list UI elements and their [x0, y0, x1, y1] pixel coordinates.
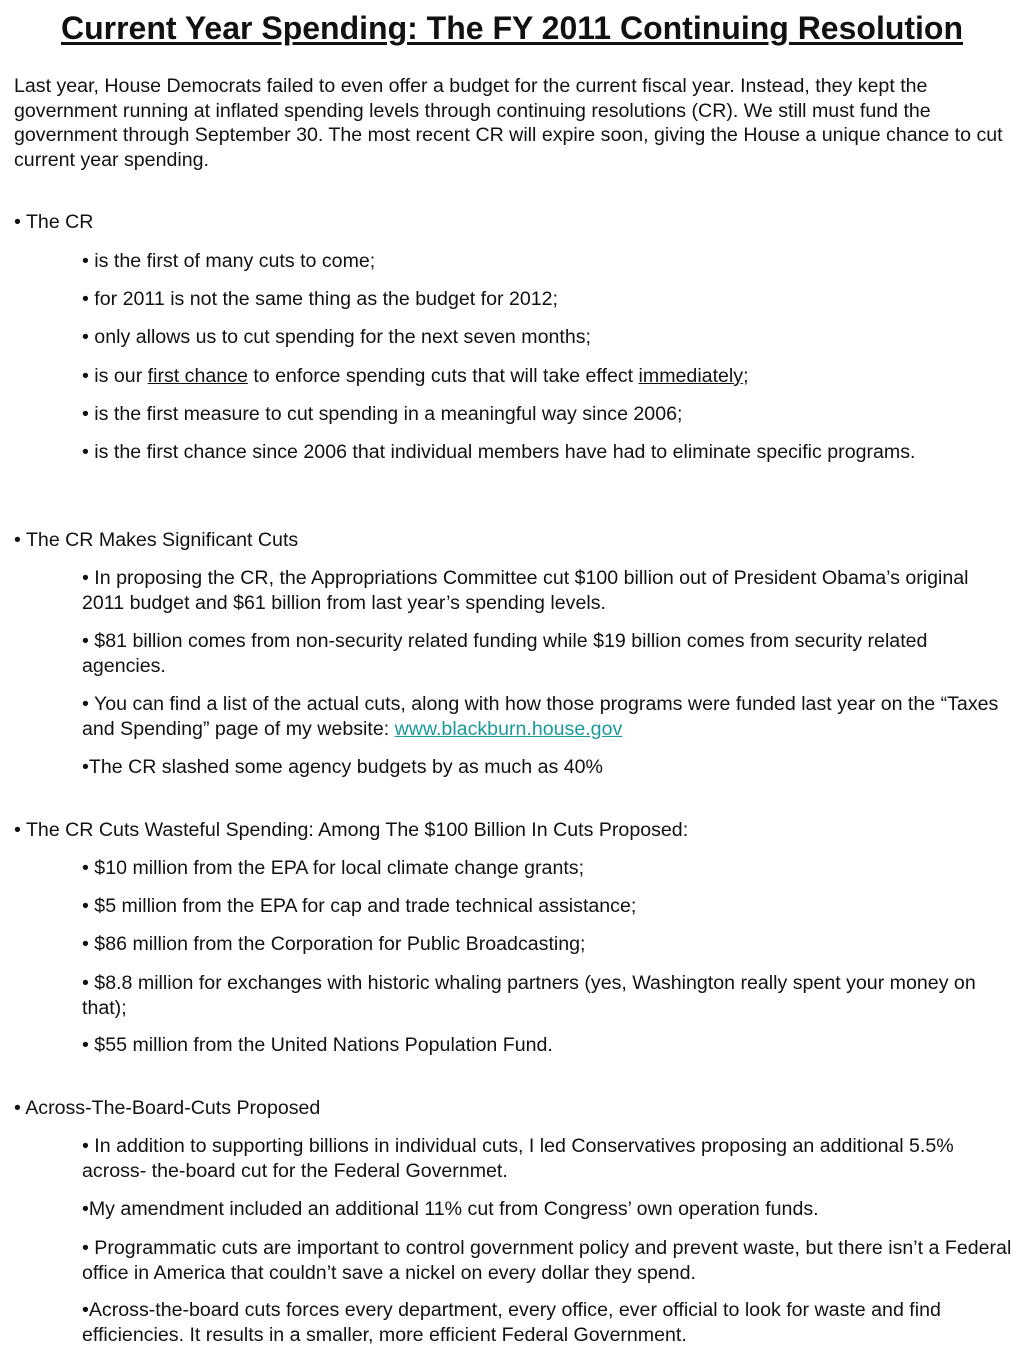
list-item: • Programmatic cuts are important to control government policy and prevent waste, but there isn’t a Federal office in America that couldn’t save a nickel on every dollar they spend.: [82, 1237, 1012, 1284]
list-item: • is the first chance since 2006 that individual members have had to eliminate specific programs.: [82, 441, 916, 463]
list-item: • is the first measure to cut spending in a meaningful way since 2006;: [82, 403, 683, 425]
list-item: • $10 million from the EPA for local climate change grants;: [82, 857, 585, 879]
list-item: •Across-the-board cuts forces every department, every office, ever official to look for waste and find efficiencies. It results in a smaller, more efficient Federal Government.: [82, 1299, 941, 1346]
list-item: [82, 692, 1016, 741]
list-item: •My amendment included an additional 11% cut from Congress’ own operation funds.: [82, 1198, 819, 1220]
list-item: • $81 billion comes from non-security related funding while $19 billion comes from security related agencies.: [82, 630, 928, 677]
underlined-text: first chance: [147, 365, 248, 387]
list-item: • $5 million from the EPA for cap and trade technical assistance;: [82, 895, 637, 917]
list-item-text: ;: [743, 365, 749, 387]
list-item: •The CR slashed some agency budgets by as much as 40%: [82, 756, 603, 778]
section-heading-significant-cuts: • The CR Makes Significant Cuts: [14, 529, 299, 551]
list-item: [82, 364, 1016, 389]
list-item-text: • is our: [82, 365, 148, 387]
page-title: Current Year Spending: The FY 2011 Continuing Resolution: [60, 10, 964, 46]
section-heading-across-the-board: • Across-The-Board-Cuts Proposed: [14, 1097, 321, 1119]
list-item: • $55 million from the United Nations Population Fund.: [82, 1034, 553, 1056]
list-item: • is the first of many cuts to come;: [82, 250, 376, 272]
list-item: • $86 million from the Corporation for Public Broadcasting;: [82, 933, 586, 955]
intro-paragraph: Last year, House Democrats failed to even offer a budget for the current fiscal year. Instead, they kept the government running at inflated spending levels through continuing resolutions (CR). We still must fund the government through September 30. The most recent CR will expire soon, giving the House a unique chance to cut current year spending.: [14, 75, 1003, 171]
list-item: • In addition to supporting billions in individual cuts, I led Conservatives proposing an additional 5.5% across- the-board cut for the Federal Governmet.: [82, 1135, 954, 1182]
list-item: • $8.8 million for exchanges with historic whaling partners (yes, Washington really spent your money on that);: [82, 972, 976, 1019]
list-item: • for 2011 is not the same thing as the budget for 2012;: [82, 288, 558, 310]
list-item: • only allows us to cut spending for the next seven months;: [82, 326, 591, 348]
list-item: • In proposing the CR, the Appropriations Committee cut $100 billion out of President Obama’s original 2011 budget and $61 billion from last year’s spending levels.: [82, 567, 969, 614]
section-heading-the-cr: • The CR: [14, 211, 94, 233]
list-item-text: to enforce spending cuts that will take effect: [247, 365, 639, 387]
underlined-text: immediately: [638, 365, 744, 387]
website-link[interactable]: www.blackburn.house.gov: [394, 717, 623, 740]
section-heading-wasteful-spending: • The CR Cuts Wasteful Spending: Among The $100 Billion In Cuts Proposed:: [14, 819, 689, 841]
list-item-text: • You can find a list of the actual cuts, along with how those programs were funded last year on the “Taxes and Spending” page of my website:: [82, 693, 999, 740]
